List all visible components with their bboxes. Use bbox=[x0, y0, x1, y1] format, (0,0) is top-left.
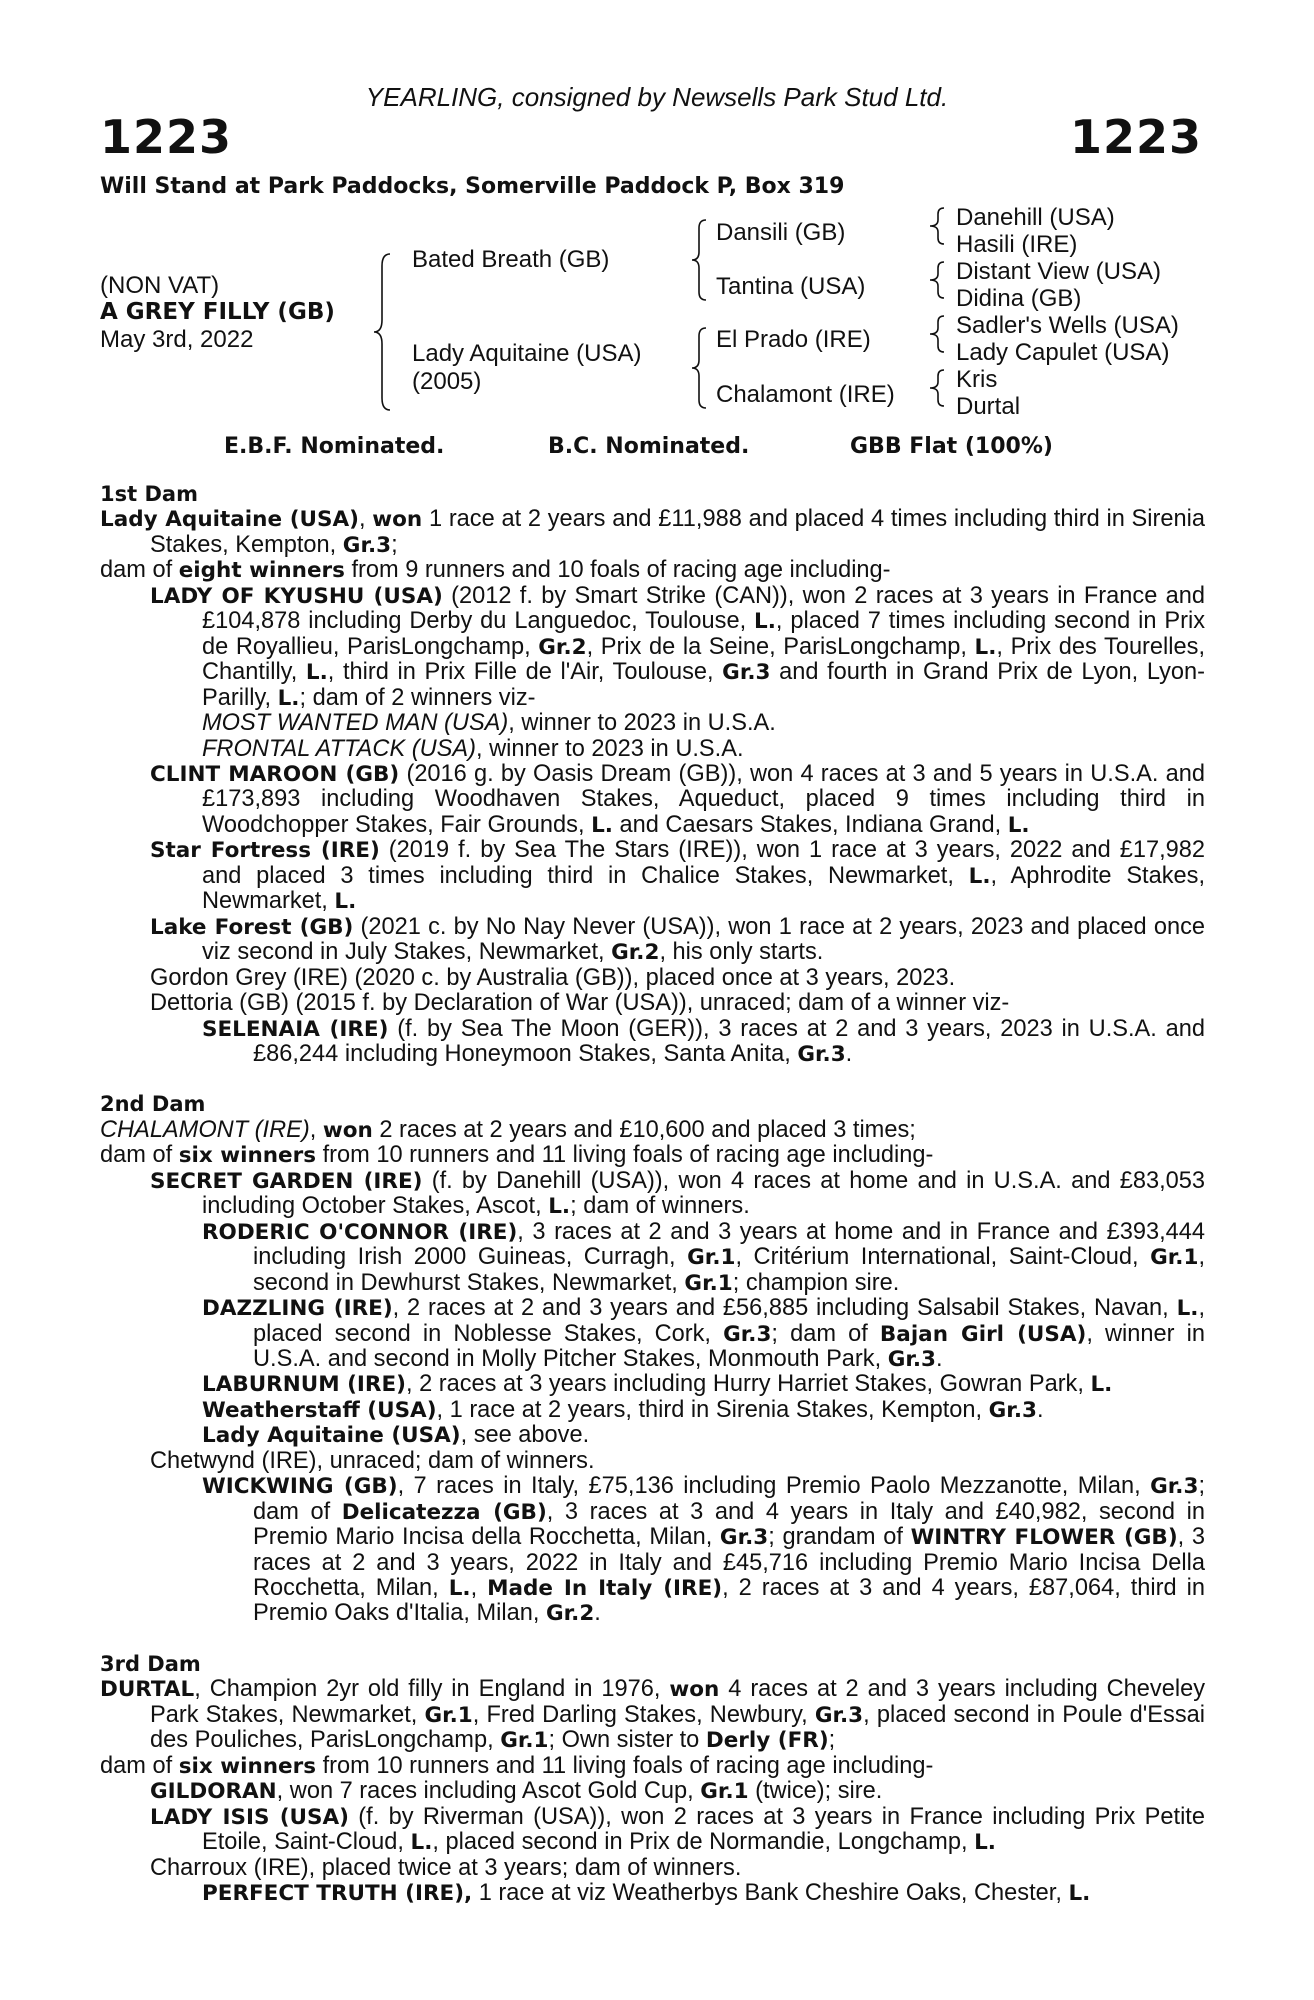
produce-entry bbox=[100, 991, 1205, 1016]
text-run: (2019 f. by Sea The Stars (IRE)), won 1 race at 3 years, 2022 and £17,982 and placed 3 times including third in Chalice Stakes, Newmarket, bbox=[202, 837, 1205, 889]
italic-text: FRONTAL ATTACK (USA) bbox=[202, 735, 476, 762]
pedigree-sire-sire: Dansili (GB) bbox=[716, 219, 846, 246]
bold-text: L. bbox=[1068, 1881, 1091, 1907]
stand-location: Will Stand at Park Paddocks, Somerville Paddock P, Box 319 bbox=[100, 174, 845, 199]
bold-text: Gr.1 bbox=[687, 1245, 736, 1271]
bold-text: won bbox=[372, 507, 423, 533]
bold-text: Gr.3 bbox=[722, 660, 771, 686]
pedigree-brace-1 bbox=[372, 252, 396, 412]
text-run: , won 7 races including Ascot Gold Cup, bbox=[276, 1778, 701, 1805]
text-run: . bbox=[845, 1040, 853, 1067]
text-run: , Aphrodite Stakes, Newmarket, bbox=[202, 862, 1205, 915]
text-run: , his only starts. bbox=[659, 939, 824, 966]
bold-text: Gr.1 bbox=[500, 1728, 549, 1754]
bold-text: PERFECT TRUTH (IRE), bbox=[202, 1881, 473, 1907]
text-run: 1 race at viz Weatherbys Bank Cheshire Oaks, Chester, bbox=[472, 1880, 1069, 1907]
pedigree-brace-2b bbox=[690, 326, 712, 410]
bold-text: Gr.3 bbox=[719, 1525, 769, 1551]
produce-entry bbox=[100, 1856, 1205, 1881]
bold-text: L. bbox=[974, 1830, 996, 1856]
vat-status: (NON VAT) bbox=[100, 272, 220, 299]
text-run: ; bbox=[828, 1727, 836, 1754]
pedigree-dam-sire: El Prado (IRE) bbox=[716, 326, 871, 353]
text-run: , 2 races at 3 and 4 years, £87,064, third in Premio Oaks d'Italia, Milan, bbox=[253, 1575, 1205, 1627]
produce-entry bbox=[100, 1881, 1205, 1906]
text-run: ; bbox=[391, 531, 398, 558]
text-run: , 7 races in Italy, £75,136 including Premio Paolo Mezzanotte, Milan, bbox=[397, 1473, 1151, 1500]
bold-text: RODERIC O'CONNOR (IRE) bbox=[202, 1219, 518, 1245]
bold-text: Gr.3 bbox=[723, 1321, 772, 1347]
bold-text: L. bbox=[548, 1194, 571, 1220]
bold-text: Weatherstaff (USA) bbox=[202, 1397, 437, 1423]
bold-text: L. bbox=[754, 609, 776, 635]
bold-text: LADY OF KYUSHU (USA) bbox=[150, 583, 443, 609]
pedigree-brace-2a bbox=[690, 218, 712, 302]
text-run: (2012 f. by Smart Strike (CAN)), won 2 races at 3 years in France and £104,878 including Derby du Languedoc, Toulouse, bbox=[202, 582, 1206, 635]
produce-summary bbox=[100, 1754, 1205, 1779]
pedigree-gen4-2: Hasili (IRE) bbox=[956, 231, 1078, 258]
pedigree-gen4-7: Kris bbox=[956, 366, 998, 393]
bold-text: Gr.3 bbox=[1150, 1474, 1199, 1500]
section-heading: 1st Dam bbox=[100, 482, 198, 506]
produce-summary bbox=[100, 1143, 1205, 1168]
bold-text: L. bbox=[448, 1576, 471, 1602]
text-run: and fourth in Grand Prix de Lyon, Lyon-Parilly, bbox=[202, 659, 1205, 711]
produce-entry bbox=[100, 1449, 1205, 1474]
produce-entry bbox=[100, 838, 1205, 914]
text-run: ; dam of winners. bbox=[570, 1193, 750, 1220]
bold-text: Bajan Girl (USA) bbox=[879, 1321, 1087, 1347]
text-run: (2021 c. by No Nay Never (USA)), won 1 race at 2 years, 2023 and placed once viz second in July Stakes, Newmarket, bbox=[202, 913, 1206, 966]
text-run: from 10 runners and 11 living foals of racing age including- bbox=[316, 1752, 934, 1779]
bold-text: L. bbox=[1176, 1296, 1199, 1322]
text-run: Dettoria (GB) (2015 f. by Declaration of War (USA)), unraced; dam of a winner viz- bbox=[150, 990, 1010, 1017]
bold-text: Gr.3 bbox=[988, 1397, 1037, 1423]
bold-text: Gr.1 bbox=[700, 1779, 749, 1805]
text-run: (2016 g. by Oasis Dream (GB)), won 4 races at 3 and 5 years in U.S.A. and £173,893 including Woodhaven Stakes, Aqueduct, placed 9 times including third in Woodchopper Stakes, Fair Grounds, bbox=[202, 760, 1205, 838]
bold-text: L. bbox=[1090, 1372, 1113, 1398]
text-run: , placed second in Prix de Normandie, Longchamp, bbox=[432, 1829, 975, 1856]
text-run: , winner in U.S.A. and second in Molly Pitcher Stakes, Monmouth Park, bbox=[253, 1320, 1205, 1372]
consignment-line: YEARLING, consigned by Newsells Park Stud Ltd. bbox=[365, 82, 949, 112]
text-run: ; Own sister to bbox=[548, 1727, 706, 1754]
pedigree-brace-3b bbox=[928, 260, 950, 300]
produce-list bbox=[100, 1779, 1205, 1906]
bold-text: GILDORAN bbox=[150, 1779, 277, 1805]
produce-entry bbox=[100, 1474, 1205, 1627]
dam-record bbox=[100, 507, 1205, 558]
bold-text: DAZZLING (IRE) bbox=[202, 1296, 393, 1322]
text-run: , placed second in Noblesse Stakes, Cork, bbox=[253, 1295, 1205, 1347]
text-run: , Champion 2yr old filly in England in 1976, bbox=[194, 1676, 670, 1703]
third-dam-section bbox=[100, 1652, 1205, 1907]
produce-entry bbox=[100, 1296, 1205, 1372]
pedigree-dam: Lady Aquitaine (USA) bbox=[412, 340, 642, 367]
pedigree-brace-3c bbox=[928, 314, 950, 354]
text-run: , placed 7 times including second in Prix de Royallieu, ParisLongchamp, bbox=[202, 608, 1205, 660]
bold-text: L. bbox=[277, 685, 300, 711]
text-run: dam of bbox=[100, 1752, 179, 1779]
bold-text: Gr.3 bbox=[797, 1041, 846, 1067]
bold-text: won bbox=[322, 1117, 373, 1143]
bold-text: CLINT MAROON (GB) bbox=[150, 761, 400, 787]
text-run: (twice); sire. bbox=[748, 1778, 883, 1805]
bold-text: L. bbox=[968, 863, 991, 889]
text-run: , 2 races at 2 and 3 years and £56,885 including Salsabil Stakes, Navan, bbox=[392, 1295, 1177, 1322]
first-dam-section bbox=[100, 482, 1205, 1067]
produce-entry bbox=[100, 1169, 1205, 1220]
text-run: from 10 runners and 11 living foals of racing age including- bbox=[316, 1142, 934, 1169]
pedigree-sire-dam: Tantina (USA) bbox=[716, 273, 866, 300]
text-run: dam of bbox=[100, 557, 179, 584]
pedigree-gen4-5: Sadler's Wells (USA) bbox=[956, 312, 1179, 339]
bold-text: L. bbox=[974, 634, 997, 660]
text-run: 2 races at 2 years and £10,600 and placed 3 times; bbox=[372, 1116, 916, 1143]
bold-text: Gr.2 bbox=[611, 940, 660, 966]
pedigree-gen4-4: Didina (GB) bbox=[956, 285, 1082, 312]
pedigree-gen4-6: Lady Capulet (USA) bbox=[956, 339, 1170, 366]
text-run: (f. by Danehill (USA)), won 4 races at home and in U.S.A. and £83,053 including October Stakes, Ascot, bbox=[202, 1167, 1205, 1220]
bold-text: Gr.3 bbox=[342, 532, 392, 558]
text-run: , 1 race at 2 years, third in Sirenia Stakes, Kempton, bbox=[436, 1396, 989, 1423]
produce-entry bbox=[100, 1220, 1205, 1296]
bold-text: Gr.3 bbox=[887, 1346, 937, 1372]
bold-text: Gr.2 bbox=[545, 1601, 595, 1627]
pedigree-dam-year: (2005) bbox=[412, 368, 482, 395]
dam-record bbox=[100, 1118, 1205, 1143]
produce-entry bbox=[100, 966, 1205, 991]
text-run: , second in Dewhurst Stakes, Newmarket, bbox=[253, 1244, 1205, 1296]
produce-entry bbox=[100, 1805, 1205, 1856]
bold-text: Gr.2 bbox=[538, 634, 587, 660]
text-run: Chetwynd (IRE), unraced; dam of winners. bbox=[150, 1447, 595, 1474]
pedigree-gen4-8: Durtal bbox=[956, 393, 1021, 420]
text-run: . bbox=[936, 1345, 943, 1372]
pedigree-brace-3a bbox=[928, 206, 950, 246]
text-run: from 9 runners and 10 foals of racing age including- bbox=[344, 557, 891, 584]
produce-entry bbox=[100, 1017, 1205, 1068]
bold-text: Gr.1 bbox=[424, 1702, 473, 1728]
produce-entry bbox=[100, 1779, 1205, 1804]
text-run: 1 race at 2 years and £11,988 and placed 4 times including third in Sirenia Stakes, Kempton, bbox=[150, 506, 1205, 558]
text-run: , placed second in Poule d'Essai des Pouliches, ParisLongchamp, bbox=[150, 1701, 1205, 1754]
text-run: ; champion sire. bbox=[732, 1269, 900, 1296]
text-run: Gordon Grey (IRE) (2020 c. by Australia (GB)), placed once at 3 years, 2023. bbox=[150, 964, 956, 991]
second-dam-section bbox=[100, 1092, 1205, 1627]
foaling-date: May 3rd, 2022 bbox=[100, 326, 254, 353]
ebf-nomination: E.B.F. Nominated. bbox=[224, 434, 445, 459]
text-run: ; dam of bbox=[771, 1320, 880, 1347]
produce-list bbox=[100, 1169, 1205, 1627]
lot-number-left: 1223 bbox=[100, 110, 233, 164]
text-run: , bbox=[470, 1575, 488, 1602]
bold-text: SELENAIA (IRE) bbox=[202, 1016, 389, 1042]
pedigree-gen4-3: Distant View (USA) bbox=[956, 258, 1161, 285]
bold-text: L. bbox=[410, 1830, 433, 1856]
text-run: , bbox=[309, 1116, 323, 1143]
produce-entry bbox=[100, 711, 1205, 736]
produce-summary bbox=[100, 558, 1205, 583]
text-run: dam of bbox=[100, 1142, 179, 1169]
italic-text: CHALAMONT (IRE) bbox=[100, 1116, 310, 1143]
text-run: ; grandam of bbox=[768, 1524, 911, 1551]
text-run: , 2 races at 3 years including Hurry Harriet Stakes, Gowran Park, bbox=[405, 1371, 1091, 1398]
bold-text: WINTRY FLOWER (GB) bbox=[910, 1525, 1178, 1551]
lot-number-right: 1223 bbox=[1069, 110, 1202, 164]
produce-list bbox=[100, 584, 1205, 1068]
produce-entry bbox=[100, 1423, 1205, 1448]
bold-text: eight winners bbox=[178, 558, 345, 584]
text-run: . bbox=[1036, 1396, 1044, 1423]
bold-text: Star Fortress (IRE) bbox=[150, 838, 380, 864]
text-run: . bbox=[594, 1600, 601, 1627]
text-run: , Critérium International, Saint-Cloud, bbox=[735, 1244, 1151, 1271]
bold-text: L. bbox=[334, 889, 357, 915]
gbb-status: GBB Flat (100%) bbox=[850, 434, 1053, 459]
text-run: , 3 races at 2 and 3 years, 2022 in Italy and £45,716 including Premio Mario Incisa Della Rocchetta, Milan, bbox=[253, 1524, 1205, 1602]
pedigree-gen4-1: Danehill (USA) bbox=[956, 204, 1115, 231]
text-run: , Fred Darling Stakes, Newbury, bbox=[472, 1701, 815, 1728]
bold-text: DURTAL bbox=[100, 1677, 195, 1703]
bold-text: six winners bbox=[178, 1143, 317, 1169]
text-run: ; dam of bbox=[253, 1473, 1205, 1525]
bold-text: Lady Aquitaine (USA) bbox=[202, 1423, 461, 1449]
italic-text: MOST WANTED MAN (USA) bbox=[202, 710, 509, 737]
text-run: Charroux (IRE), placed twice at 3 years; dam of winners. bbox=[150, 1854, 742, 1881]
text-run: , third in Prix Fille de l'Air, Toulouse, bbox=[327, 659, 723, 686]
bold-text: six winners bbox=[178, 1753, 317, 1779]
text-run: , Prix de la Seine, ParisLongchamp, bbox=[586, 633, 975, 660]
text-run: (f. by Riverman (USA)), won 2 races at 3 years in France including Prix Petite Etoile, Saint-Cloud, bbox=[202, 1803, 1205, 1856]
bold-text: Lake Forest (GB) bbox=[150, 914, 354, 940]
bold-text: Gr.3 bbox=[814, 1702, 864, 1728]
bold-text: L. bbox=[591, 812, 613, 838]
dam-record bbox=[100, 1677, 1205, 1753]
bold-text: won bbox=[669, 1677, 720, 1703]
produce-entry bbox=[100, 762, 1205, 838]
bold-text: L. bbox=[305, 660, 328, 686]
horse-name: A GREY FILLY (GB) bbox=[100, 299, 335, 325]
bold-text: Made In Italy (IRE) bbox=[487, 1576, 723, 1602]
produce-entry bbox=[100, 1398, 1205, 1423]
text-run: 4 races at 2 and 3 years including Cheveley Park Stakes, Newmarket, bbox=[150, 1676, 1205, 1728]
text-run: , 3 races at 3 and 4 years in Italy and £40,982, second in Premio Mario Incisa della Rocchetta, Milan, bbox=[253, 1498, 1205, 1551]
bold-text: WICKWING (GB) bbox=[202, 1474, 398, 1500]
text-run: ; dam of 2 winners viz- bbox=[299, 684, 536, 711]
produce-record bbox=[100, 482, 1205, 1906]
pedigree-dam-dam: Chalamont (IRE) bbox=[716, 381, 895, 408]
bold-text: Delicatezza (GB) bbox=[341, 1499, 547, 1525]
bold-text: LADY ISIS (USA) bbox=[150, 1804, 349, 1830]
produce-entry bbox=[100, 584, 1205, 711]
bold-text: SECRET GARDEN (IRE) bbox=[150, 1168, 423, 1194]
produce-entry bbox=[100, 915, 1205, 966]
produce-entry bbox=[100, 737, 1205, 762]
bc-nomination: B.C. Nominated. bbox=[548, 434, 750, 459]
text-run: and Caesars Stakes, Indiana Grand, bbox=[612, 811, 1008, 838]
bold-text: L. bbox=[1007, 812, 1030, 838]
text-run: , winner to 2023 in U.S.A. bbox=[475, 735, 744, 762]
pedigree-sire: Bated Breath (GB) bbox=[412, 246, 610, 273]
bold-text: Derly (FR) bbox=[705, 1728, 829, 1754]
bold-text: Lady Aquitaine (USA) bbox=[100, 507, 359, 533]
section-heading: 3rd Dam bbox=[100, 1651, 201, 1676]
text-run: , Prix des Tourelles, Chantilly, bbox=[202, 633, 1205, 686]
text-run: , see above. bbox=[460, 1422, 590, 1449]
bold-text: Gr.1 bbox=[684, 1270, 733, 1296]
pedigree-brace-3d bbox=[928, 368, 950, 408]
text-run: (f. by Sea The Moon (GER)), 3 races at 2 and 3 years, 2023 in U.S.A. and £86,244 including Honeymoon Stakes, Santa Anita, bbox=[253, 1015, 1205, 1067]
bold-text: LABURNUM (IRE) bbox=[202, 1372, 406, 1398]
produce-entry bbox=[100, 1372, 1205, 1397]
text-run: , bbox=[358, 506, 373, 533]
section-heading: 2nd Dam bbox=[100, 1092, 206, 1117]
text-run: , 3 races at 2 and 3 years at home and in France and £393,444 including Irish 2000 Guineas, Curragh, bbox=[253, 1218, 1205, 1271]
bold-text: Gr.1 bbox=[1150, 1245, 1199, 1271]
text-run: , winner to 2023 in U.S.A. bbox=[508, 710, 776, 737]
